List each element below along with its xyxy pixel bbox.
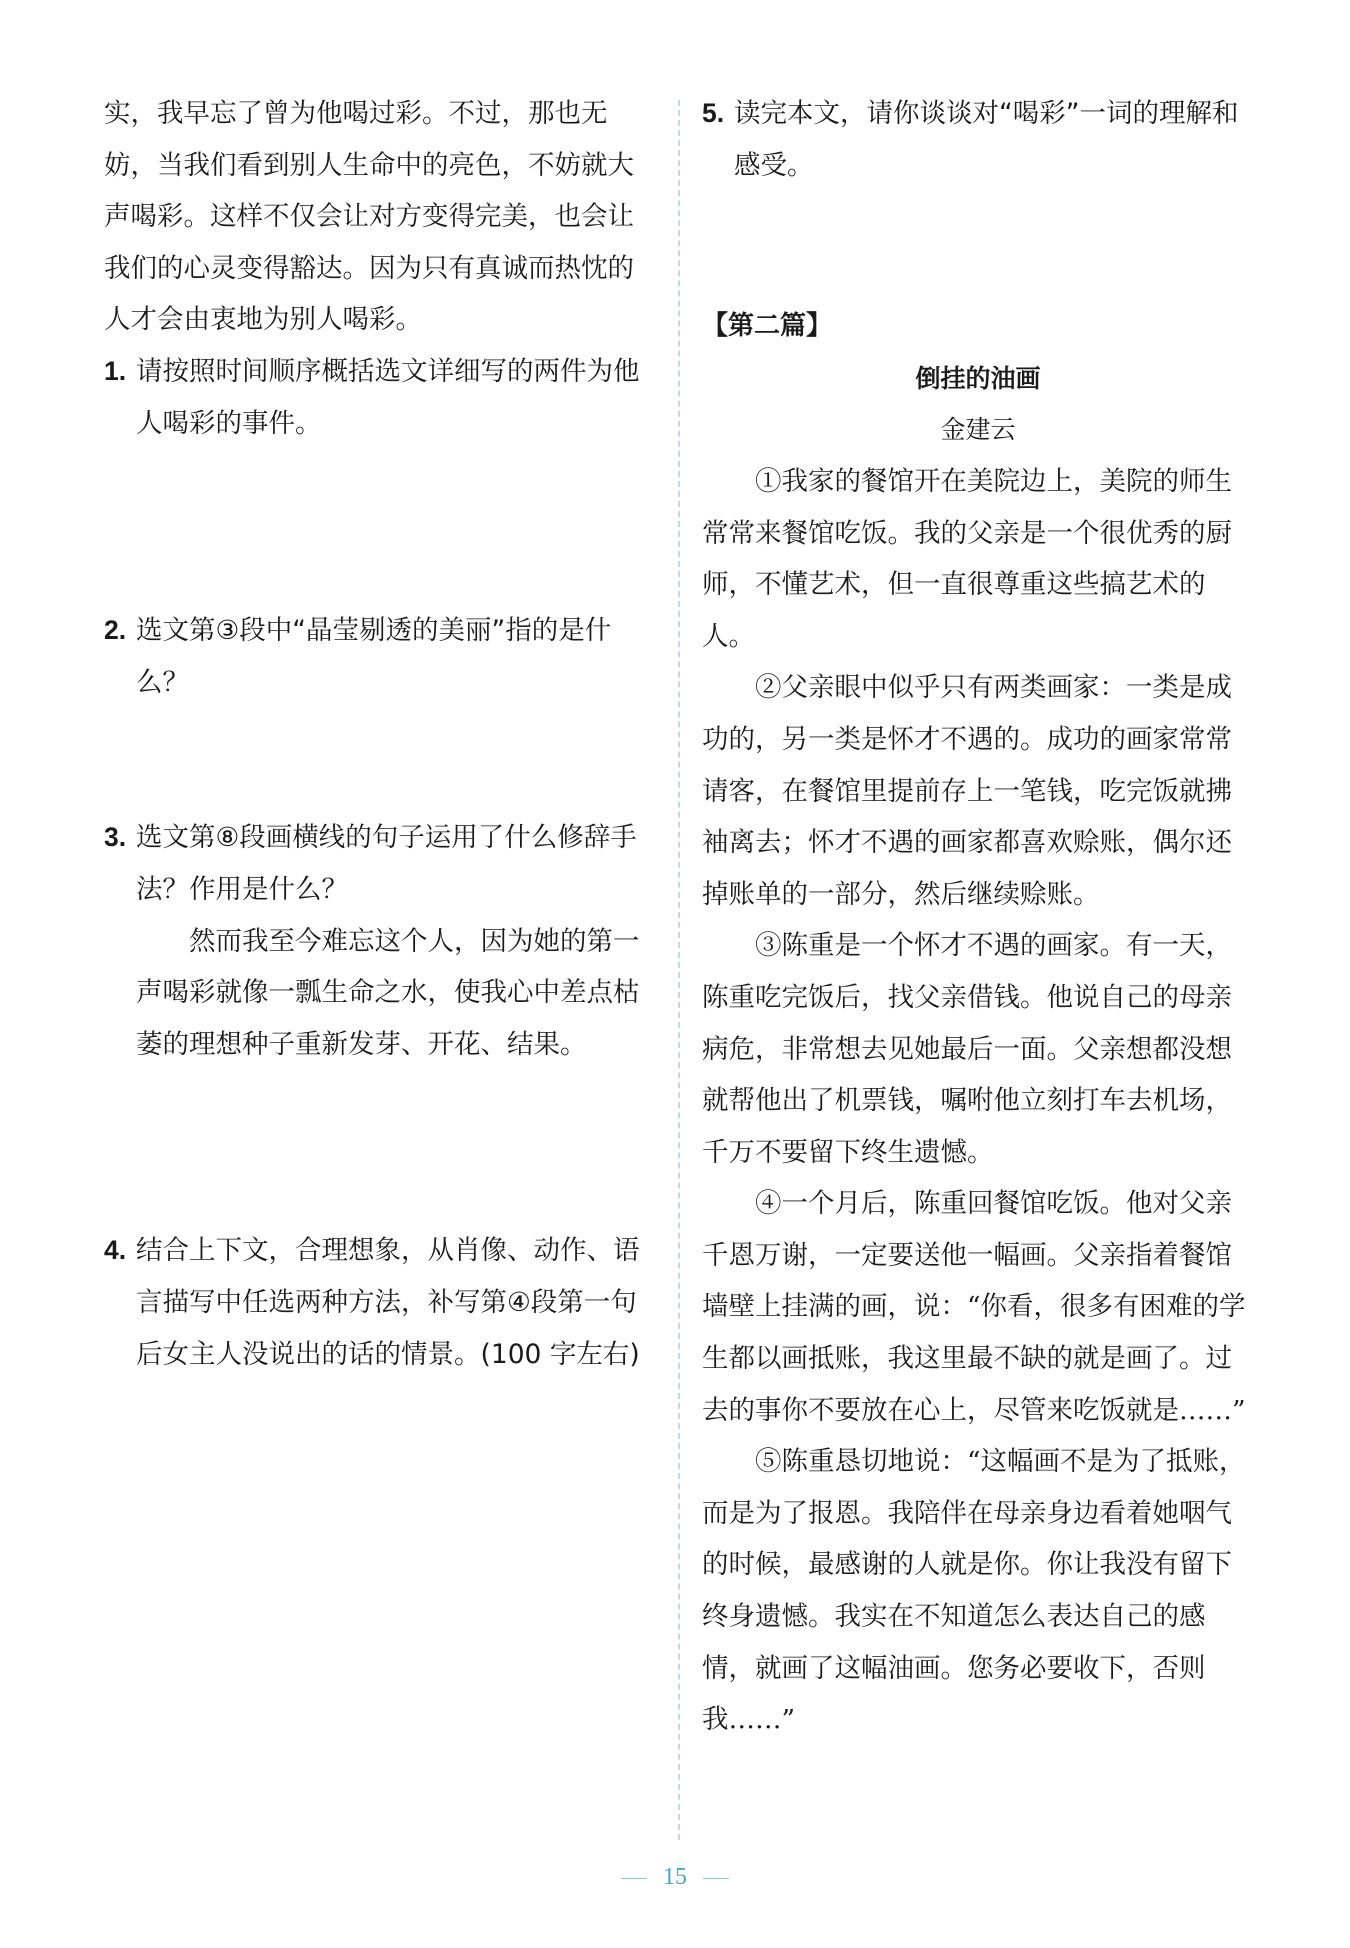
question-5 — [702, 88, 1254, 191]
paragraph-3: ③陈重是一个怀才不遇的画家。有一天，陈重吃完饭后，找父亲借钱。他说自己的母亲病危，非常想去见她最后一面。父亲想都没想就帮他出了机票钱，嘱咐他立刻打车去机场，千万不要留下终生遗憾。 — [702, 930, 1232, 1168]
answer-space-3[interactable] — [104, 1070, 656, 1225]
column-divider — [678, 100, 680, 1840]
answer-space-2[interactable] — [104, 708, 656, 812]
footer-dash-right — [703, 1878, 729, 1879]
footer-dash-left — [621, 1878, 647, 1879]
question-number: 5. — [702, 98, 725, 128]
answer-space-5[interactable] — [702, 191, 1254, 301]
right-column — [702, 88, 1254, 1746]
intro-paragraph: 实，我早忘了曾为他喝过彩。不过，那也无妨，当我们看到别人生命中的亮色，不妨就大声喝彩。这样不仅会让对方变得完美，也会让我们的心灵变得豁达。因为只有真诚而热忱的人才会由衷地为别人喝彩。 — [104, 98, 634, 336]
paragraph-4: ④一个月后，陈重回餐馆吃饭。他对父亲千恩万谢，一定要送他一幅画。父亲指着餐馆墙壁上挂满的画，说：“你看，很多有困难的学生都以画抵账，我这里最不缺的就是画了。过去的事你不要放在心上，尽管来吃饭就是……” — [702, 1188, 1246, 1426]
paragraph-1: ①我家的餐馆开在美院边上，美院的师生常常来餐馆吃饭。我的父亲是一个很优秀的厨师，不懂艺术，但一直很尊重这些搞艺术的人。 — [702, 465, 1232, 652]
question-text: 选文第③段中“晶莹剔透的美丽”指的是什么？ — [136, 615, 612, 698]
question-1 — [104, 346, 656, 449]
paragraph-2: ②父亲眼中似乎只有两类画家：一类是成功的，另一类是怀才不遇的。成功的画家常常请客，在餐馆里提前存上一笔钱，吃完饭就拂袖离去；怀才不遇的画家都喜欢赊账，偶尔还掉账单的一部分，然后继续赊账。 — [702, 672, 1232, 910]
question-4 — [104, 1225, 656, 1380]
question-number: 1. — [104, 355, 127, 386]
answer-space-4[interactable] — [104, 1380, 656, 1580]
paragraph-5: ⑤陈重恳切地说：“这幅画不是为了抵账，而是为了报恩。我陪伴在母亲身边看着她咽气的时候，最感谢的人就是你。你让我没有留下终身遗憾。我实在不知道怎么表达自己的感情，就画了这幅油画。您务必要收下，否则我……” — [702, 1446, 1246, 1736]
question-text: 选文第⑧段画横线的句子运用了什么修辞手法？作用是什么？ — [136, 822, 637, 905]
question-number: 4. — [104, 1235, 127, 1266]
section-label: 【第二篇】 — [702, 311, 833, 342]
question-text: 结合上下文，合理想象，从肖像、动作、语言描写中任选两种方法，补写第④段第一句后女主人没说出的话的情景。(100 字左右) — [136, 1235, 640, 1370]
question-text: 请按照时间顺序概括选文详细写的两件为他人喝彩的事件。 — [136, 355, 640, 439]
question-number: 2. — [104, 615, 127, 646]
article-title: 倒挂的油画 — [915, 363, 1041, 393]
question-number: 3. — [104, 822, 127, 853]
question-text: 读完本文，请你谈谈对“喝彩”一词的理解和感受。 — [734, 98, 1239, 181]
article-author: 金建云 — [940, 415, 1016, 445]
question-2 — [104, 605, 656, 708]
answer-space-1[interactable] — [104, 449, 656, 605]
question-3 — [104, 812, 656, 1070]
page-footer — [0, 1864, 1350, 1891]
left-column — [104, 88, 656, 1580]
page-number: 15 — [663, 1864, 687, 1890]
question-quote: 然而我至今难忘这个人，因为她的第一声喝彩就像一瓢生命之水，使我心中差点枯萎的理想种子重新发芽、开花、结果。 — [136, 925, 640, 1060]
